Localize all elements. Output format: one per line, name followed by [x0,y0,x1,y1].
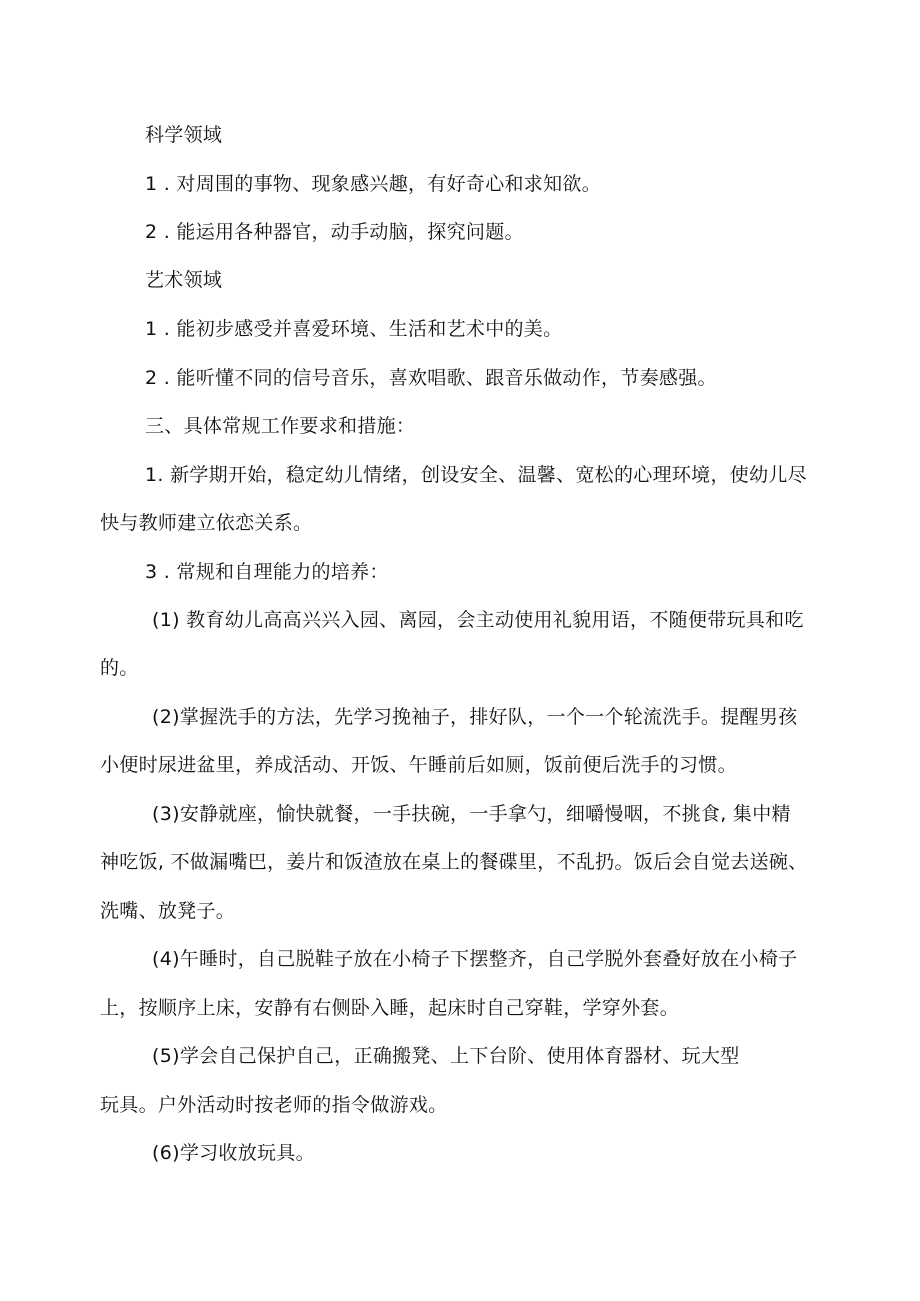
routine-3-line-2: 神吃饭, 不做漏嘴巴，姜片和饭渣放在桌上的餐碟里，不乱扔。饭后会自觉去送碗、 [100,851,808,873]
routine-1-line-2: 的。 [100,657,139,679]
measure-3-heading: 3 . 常规和自理能力的培养： [145,561,389,583]
routine-3-line-3: 洗嘴、放凳子。 [100,900,236,922]
routine-3-line-1: (3)安静就座，愉快就餐，一手扶碗，一手拿勺，细嚼慢咽，不挑食, 集中精 [152,803,791,825]
heading-art: 艺术领域 [145,269,223,291]
routine-2-line-1: (2)掌握洗手的方法，先学习挽袖子，排好队，一个一个轮流洗手。提醒男孩 [152,706,798,728]
routine-4-line-1: (4)午睡时，自己脱鞋子放在小椅子下摆整齐，自己学脱外套叠好放在小椅子 [152,948,798,970]
science-item-2: 2 . 能运用各种器官，动手动脑，探究问题。 [145,221,524,243]
routine-4-line-2: 上，按顺序上床，安静有右侧卧入睡，起床时自己穿鞋，学穿外套。 [100,997,680,1019]
science-item-1: 1 . 对周围的事物、现象感兴趣，有好奇心和求知欲。 [145,173,602,195]
routine-6-line-1: (6)学习收放玩具。 [152,1142,315,1164]
section-three-heading: 三、具体常规工作要求和措施： [145,415,416,437]
routine-1-line-1: (1) 教育幼儿高高兴兴入园、离园，会主动使用礼貌用语，不随便带玩具和吃 [152,609,804,631]
measure-1-line-1: 1. 新学期开始，稳定幼儿情绪，创设安全、温馨、宽松的心理环境，使幼儿尽 [145,464,807,486]
art-item-2: 2 . 能听懂不同的信号音乐，喜欢唱歌、跟音乐做动作，节奏感强。 [145,367,717,389]
art-item-1: 1 . 能初步感受并喜爱环境、生活和艺术中的美。 [145,318,563,340]
heading-science: 科学领域 [145,124,223,146]
measure-1-line-2: 快与教师建立依恋关系。 [100,512,313,534]
routine-5-line-1: (5)学会自己保护自己，正确搬凳、上下台阶、使用体育器材、玩大型 [152,1045,740,1067]
routine-5-line-2: 玩具。户外活动时按老师的指令做游戏。 [100,1094,448,1116]
routine-2-line-2: 小便时尿进盆里，养成活动、开饭、午睡前后如厕，饭前便后洗手的习惯。 [100,754,737,776]
